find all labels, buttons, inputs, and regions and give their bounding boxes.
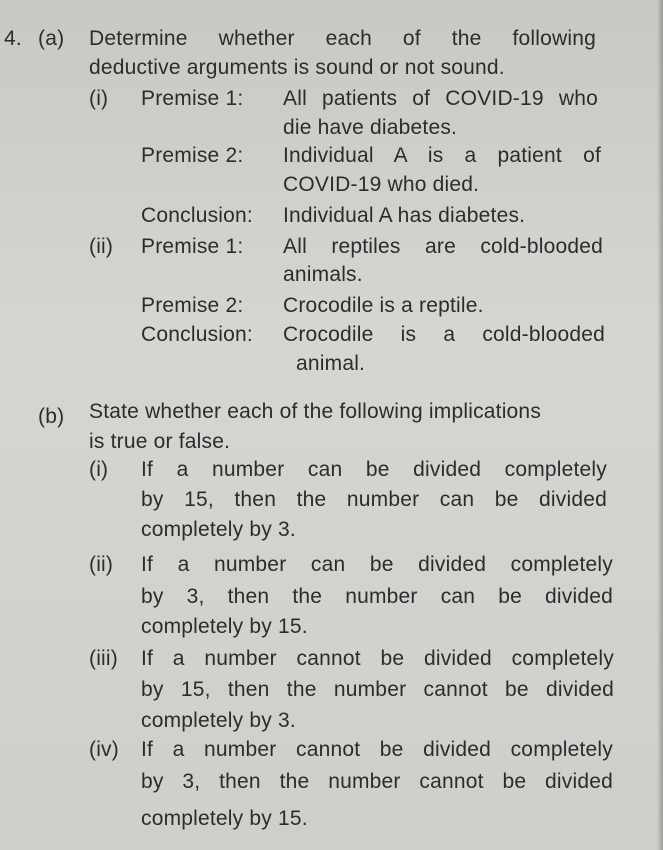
part-a-item1-premise2-line2: COVID-19 who died.: [283, 173, 480, 196]
part-b-instruction-line2: is true or false.: [89, 430, 231, 453]
part-a-item1-premise1-line1: All patients of COVID-19 who: [283, 87, 598, 110]
part-a-label: (a): [38, 27, 65, 50]
part-a-item2-conclusion-line1: Crocodile is a cold-blooded: [283, 323, 605, 346]
part-b-item4-line1: If a number cannot be divided completely: [141, 738, 613, 761]
part-a-item2-label: (ii): [89, 235, 114, 258]
part-b-item3-line3: completely by 3.: [141, 709, 296, 732]
part-a-item1-premise1-line2: die have diabetes.: [283, 116, 458, 139]
part-a-item2-premise1-label: Premise 1:: [141, 235, 244, 258]
part-b-item2-label: (ii): [89, 553, 114, 576]
part-b-item4-line3: completely by 15.: [141, 807, 308, 830]
part-b-item1-label: (i): [89, 458, 109, 481]
part-b-item1-line1: If a number can be divided completely: [141, 458, 607, 481]
part-a-instruction-line1: Determine whether each of the following: [89, 27, 596, 50]
page-edge-shadow: [657, 0, 663, 850]
part-b-item3-label: (iii): [89, 647, 118, 670]
part-a-item2-premise1-line1: All reptiles are cold-blooded: [283, 235, 603, 258]
part-a-item1-label: (i): [89, 87, 109, 110]
part-a-item1-conclusion-line1: Individual A has diabetes.: [283, 204, 526, 227]
question-number: 4.: [4, 27, 22, 50]
part-a-item2-conclusion-label: Conclusion:: [141, 323, 253, 346]
part-b-item3-line2: by 15, then the number cannot be divided: [141, 678, 614, 701]
part-b-item1-line2: by 15, then the number can be divided: [141, 488, 607, 511]
part-b-item4-label: (iv): [89, 738, 119, 761]
part-b-item1-line3: completely by 3.: [141, 518, 296, 541]
part-b-item3-line1: If a number cannot be divided completely: [141, 647, 614, 670]
part-a-item2-premise2-line1: Crocodile is a reptile.: [283, 294, 484, 317]
part-a-item2-premise2-label: Premise 2:: [141, 294, 244, 317]
part-b-instruction-line1: State whether each of the following implications: [89, 400, 542, 423]
part-a-item1-premise2-line1: Individual A is a patient of: [283, 144, 601, 167]
part-a-item2-premise1-line2: animals.: [283, 263, 363, 286]
part-a-item1-premise1-label: Premise 1:: [141, 87, 244, 110]
part-a-item2-conclusion-line2: animal.: [296, 352, 366, 375]
part-b-item2-line3: completely by 15.: [141, 615, 308, 638]
part-b-label: (b): [38, 405, 65, 428]
part-a-instruction-line2: deductive arguments is sound or not sound.: [89, 56, 505, 79]
part-a-item1-premise2-label: Premise 2:: [141, 144, 244, 167]
part-b-item2-line1: If a number can be divided completely: [141, 553, 613, 576]
part-b-item4-line2: by 3, then the number cannot be divided: [141, 770, 613, 793]
part-b-item2-line2: by 3, then the number can be divided: [141, 585, 613, 608]
part-a-item1-conclusion-label: Conclusion:: [141, 204, 253, 227]
